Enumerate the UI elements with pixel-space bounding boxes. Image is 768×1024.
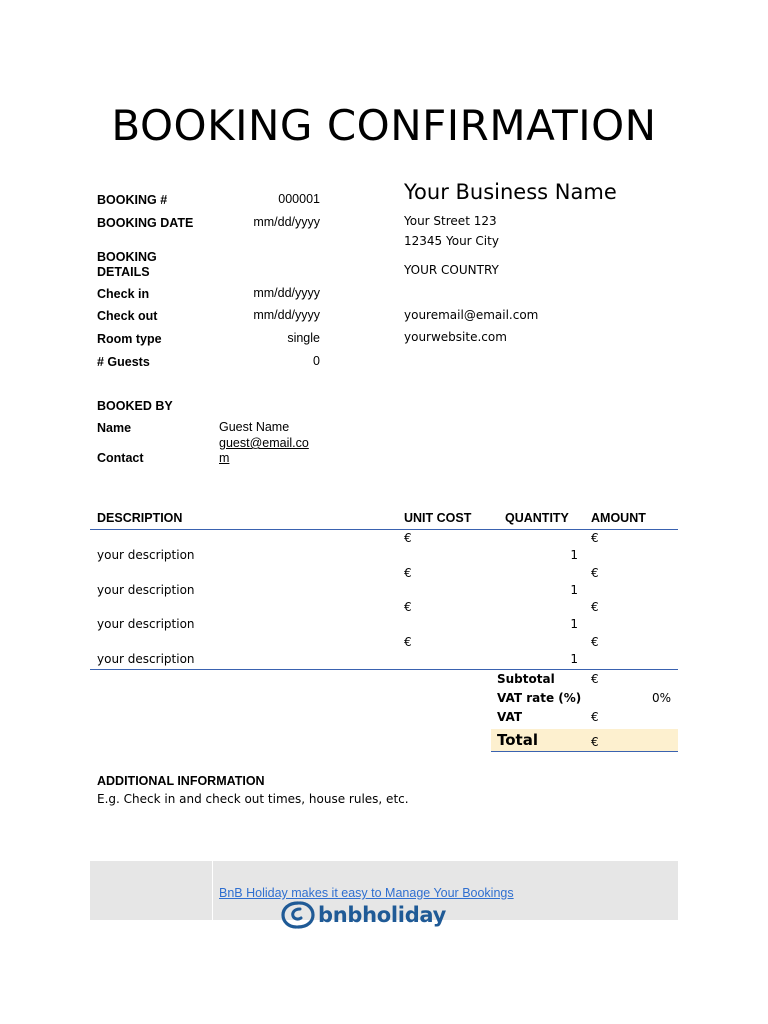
booking-date: mm/dd/yyyy: [253, 215, 320, 229]
booked-by-label: BOOKED BY: [97, 399, 173, 413]
guests-value: 0: [313, 354, 320, 368]
bnbholiday-logo-text: bnbholiday: [318, 903, 447, 927]
row-description: your description: [97, 617, 195, 631]
roomtype-value: single: [287, 331, 320, 345]
business-city: 12345 Your City: [404, 234, 499, 248]
checkout-label: Check out: [97, 309, 158, 323]
additional-info-text: E.g. Check in and check out times, house rules, etc.: [97, 792, 409, 806]
footer-left-cell: [90, 861, 212, 920]
guest-name: Guest Name: [219, 420, 290, 434]
subtotal-value: €: [591, 672, 599, 686]
checkout-value: mm/dd/yyyy: [253, 308, 320, 322]
header-description: DESCRIPTION: [97, 511, 183, 525]
vat-value: €: [591, 710, 599, 724]
business-email[interactable]: youremail@email.com: [404, 308, 539, 322]
contact-email-line1[interactable]: guest@email.co: [219, 436, 309, 450]
row-quantity: 1: [570, 617, 578, 631]
row-description: your description: [97, 583, 195, 597]
row-unit-cost: €: [404, 566, 412, 580]
row-description: your description: [97, 548, 195, 562]
total-rule: [491, 751, 678, 752]
booking-date-label: BOOKING DATE: [97, 216, 194, 230]
header-amount: AMOUNT: [591, 511, 646, 525]
row-quantity: 1: [570, 583, 578, 597]
vat-rate-label: VAT rate (%): [497, 691, 582, 705]
table-header-rule: [90, 529, 678, 530]
row-amount: €: [591, 600, 599, 614]
header-unit-cost: UNIT COST: [404, 511, 472, 525]
bnbholiday-logo[interactable]: [280, 899, 446, 931]
row-amount: €: [591, 635, 599, 649]
footer-link[interactable]: BnB Holiday makes it easy to Manage Your Bookings: [219, 886, 514, 900]
row-unit-cost: €: [404, 635, 412, 649]
business-website[interactable]: yourwebsite.com: [404, 330, 507, 344]
contact-email-line2[interactable]: m: [219, 451, 230, 465]
guests-label: # Guests: [97, 355, 150, 369]
booking-number-label: BOOKING #: [97, 193, 168, 207]
bnbholiday-swirl-icon: [280, 899, 316, 931]
additional-info-label: ADDITIONAL INFORMATION: [97, 774, 265, 788]
vat-rate-value: 0%: [651, 691, 671, 705]
header-quantity: QUANTITY: [505, 511, 569, 525]
row-quantity: 1: [570, 652, 578, 666]
vat-label: VAT: [497, 710, 523, 724]
booking-details-label-line2: DETAILS: [97, 265, 150, 279]
subtotal-label: Subtotal: [497, 672, 555, 686]
page-title: BOOKING CONFIRMATION: [111, 101, 657, 150]
table-bottom-rule: [90, 669, 678, 670]
total-label: Total: [497, 731, 538, 749]
business-street: Your Street 123: [404, 214, 497, 228]
row-amount: €: [591, 531, 599, 545]
row-quantity: 1: [570, 548, 578, 562]
business-name: Your Business Name: [404, 180, 617, 204]
contact-label: Contact: [97, 451, 144, 465]
booking-details-label-line1: BOOKING: [97, 250, 157, 264]
checkin-value: mm/dd/yyyy: [253, 286, 320, 300]
guest-name-label: Name: [97, 421, 132, 435]
row-unit-cost: €: [404, 531, 412, 545]
total-value: €: [591, 735, 599, 749]
row-unit-cost: €: [404, 600, 412, 614]
row-description: your description: [97, 652, 195, 666]
roomtype-label: Room type: [97, 332, 162, 346]
checkin-label: Check in: [97, 287, 150, 301]
business-country: YOUR COUNTRY: [404, 263, 499, 277]
booking-number: 000001: [278, 192, 320, 206]
row-amount: €: [591, 566, 599, 580]
